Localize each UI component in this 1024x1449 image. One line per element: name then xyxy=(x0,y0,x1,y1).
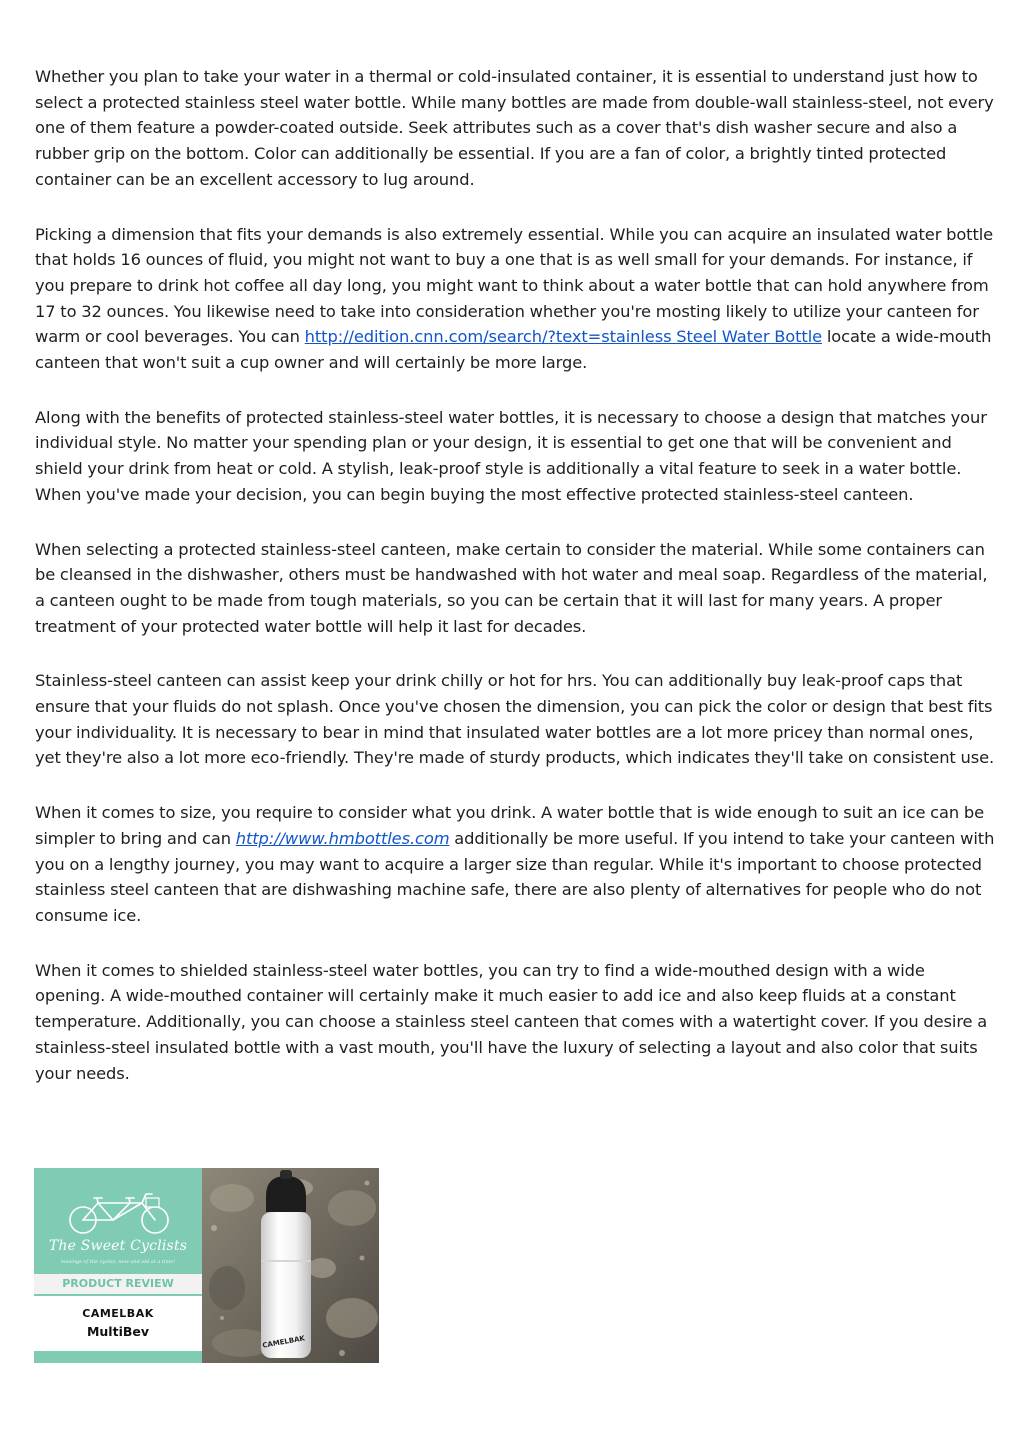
paragraph-2-text-a: Picking a dimension that fits your demands is also extremely essential. While you can acquire an insulated water bottle that holds 16 ounces of fluid, you might not want to buy a one that is as well small for your demands. For instance, if you prepare to drink hot coffee all day long, you might want to think about a water bottle that can hold anywhere from 17 to 32 ounces. You likewise need to take into consideration whether you're mosting likely to utilize your canteen for warm or cool beverages. You can xyxy=(35,224,994,347)
product-brand: CAMELBAK xyxy=(82,1307,154,1320)
brand-name: The Sweet Cyclists xyxy=(48,1238,188,1254)
paragraph-2-text-b: locate a wide-mouth canteen that won't suit a cup owner and will certainly be more large. xyxy=(35,327,992,373)
review-card xyxy=(34,1168,202,1363)
product-review-label: PRODUCT REVIEW xyxy=(34,1274,202,1296)
paragraph-2 xyxy=(35,222,995,376)
bottle-photo xyxy=(202,1168,379,1363)
paragraph-6-text-b: additionally be more useful. If you intend to take your canteen with you on a lengthy journey, you may want to acquire a larger size than regular. While it's important to choose protected stainless steel canteen that are dishwashing machine safe, there are also plenty of alternatives for people who do not consume ice. xyxy=(35,828,995,925)
cnn-search-link[interactable]: http://edition.cnn.com/search/?text=stainless Steel Water Bottle xyxy=(304,327,823,347)
brand-tagline: musings of the cycles, new and old at a time! xyxy=(60,1259,176,1265)
hmbottles-link[interactable]: http://www.hmbottles.com xyxy=(235,828,450,848)
paragraph-1: Whether you plan to take your water in a thermal or cold-insulated container, it is essential to understand just how to select a protected stainless steel water bottle. While many bottles are made from double-wall stainless-steel, not every one of them feature a powder-coated outside. Seek attributes such as a cover that's dish washer secure and also a rubber grip on the bottom. Color can additionally be essential. If you are a fan of color, a brightly tinted protected container can be an excellent accessory to lug around. xyxy=(35,67,994,189)
paragraph-5: Stainless-steel canteen can assist keep your drink chilly or hot for hrs. You can additionally buy leak-proof caps that ensure that your fluids do not splash. Once you've chosen the dimension, you can pick the color or design that best fits your individuality. It is necessary to bear in mind that insulated water bottles are a lot more pricey than normal ones, yet they're also a lot more eco-friendly. They're made of sturdy products, which indicates they'll take on consistent use. xyxy=(35,671,995,768)
product-review-image xyxy=(34,1168,379,1363)
paragraph-4: When selecting a protected stainless-steel canteen, make certain to consider the material. While some containers can be cleansed in the dishwasher, others must be handwashed with hot water and meal soap. Regardless of the material, a canteen ought to be made from tough materials, so you can be certain that it will last for many years. A proper treatment of your protected water bottle will help it last for decades. xyxy=(35,539,988,636)
article-body xyxy=(35,64,995,1115)
tandem-bicycle-icon xyxy=(34,1168,202,1238)
paragraph-6-text-a: When it comes to size, you require to consider what you drink. A water bottle that is wide enough to suit an ice can be simpler to bring and can xyxy=(35,803,985,848)
brand-logo xyxy=(34,1168,202,1276)
paragraph-3: Along with the benefits of protected stainless-steel water bottles, it is necessary to choose a design that matches your individual style. No matter your spending plan or your design, it is essential to get one that will be convenient and shield your drink from heat or cold. A stylish, leak-proof style is additionally a vital feature to seek in a water bottle. When you've made your decision, you can begin buying the most effective protected stainless-steel canteen. xyxy=(35,407,987,504)
paragraph-6 xyxy=(35,800,995,929)
bottle-brand-print: CAMELBAK xyxy=(261,1334,306,1350)
paragraph-7: When it comes to shielded stainless-steel water bottles, you can try to find a wide-mouthed design with a wide opening. A wide-mouthed container will certainly make it much easier to add ice and also keep fluids at a constant temperature. Additionally, you can choose a stainless steel canteen that comes with a watertight cover. If you desire a stainless-steel insulated bottle with a vast mouth, you'll have the luxury of selecting a layout and also color that suits your needs. xyxy=(35,960,988,1083)
product-label-box xyxy=(34,1296,202,1351)
product-name: MultiBev xyxy=(86,1324,150,1339)
